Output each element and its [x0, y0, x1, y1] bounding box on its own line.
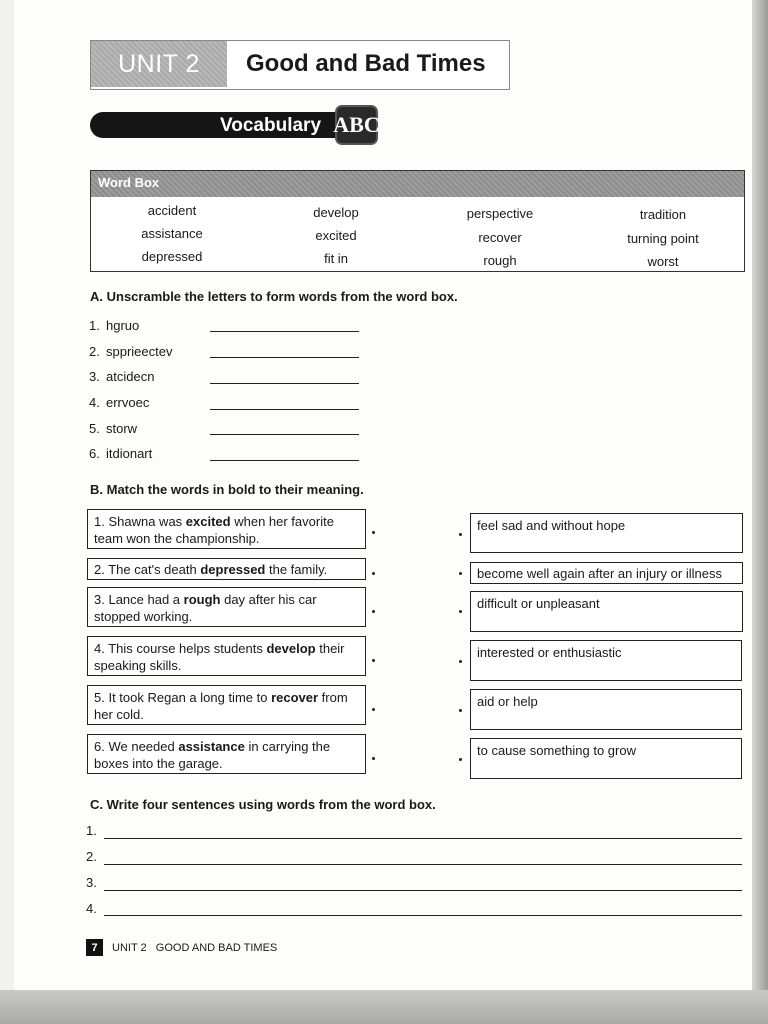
word-box-word: fit in [324, 251, 348, 266]
unit-title: Good and Bad Times [246, 50, 486, 77]
match-dot-left[interactable] [372, 659, 375, 662]
match-meaning-box: difficult or unpleasant [470, 591, 743, 632]
sentence-num: 2. [86, 849, 97, 864]
unit-label: UNIT 2 [91, 41, 227, 87]
word-box-header [91, 171, 744, 197]
match-dot-left[interactable] [372, 610, 375, 613]
vocabulary-label: Vocabulary [220, 115, 322, 136]
word-box-word: depressed [141, 249, 203, 264]
sentence-num: 4. [86, 901, 97, 916]
word-box-word: develop [313, 205, 359, 220]
match-meaning-box: aid or help [470, 689, 742, 730]
match-sentence-box: 5. It took Regan a long time to recover from her cold. [87, 685, 366, 725]
match-dot-right[interactable] [459, 758, 462, 761]
match-dot-right[interactable] [459, 572, 462, 575]
section-b-heading: B. Match the words in bold to their meaning. [90, 482, 364, 497]
page-number: 7 [86, 939, 103, 956]
word-box-word: tradition [639, 207, 687, 222]
unscramble-num: 3. [89, 369, 100, 384]
match-dot-left[interactable] [372, 572, 375, 575]
page-edge-shadow [752, 0, 768, 1024]
match-sentence-box: 1. Shawna was excited when her favorite team won the championship. [87, 509, 366, 549]
answer-line[interactable] [210, 383, 359, 384]
footer-unit-label: UNIT 2 GOOD AND BAD TIMES [112, 942, 278, 954]
unscramble-num: 1. [89, 318, 100, 333]
match-sentence-box: 3. Lance had a rough day after his car stopped working. [87, 587, 366, 627]
answer-line[interactable] [210, 434, 359, 435]
word-box-word: perspective [466, 206, 534, 221]
match-dot-right[interactable] [459, 660, 462, 663]
match-meaning-box: to cause something to grow [470, 738, 742, 779]
page-bottom-shadow [0, 990, 768, 1024]
unscramble-letters: errvoec [106, 395, 150, 410]
match-sentence-box: 2. The cat's death depressed the family. [87, 558, 366, 580]
sentence-line[interactable] [104, 864, 742, 865]
match-meaning-box: become well again after an injury or illness [470, 562, 743, 584]
match-dot-left[interactable] [372, 757, 375, 760]
word-box-word: recover [478, 230, 522, 245]
unscramble-num: 5. [89, 421, 100, 436]
sentence-num: 3. [86, 875, 97, 890]
match-sentence-box: 4. This course helps students develop their speaking skills. [87, 636, 366, 676]
sentence-line[interactable] [104, 838, 742, 839]
answer-line[interactable] [210, 357, 359, 358]
unscramble-letters: spprieectev [106, 344, 173, 359]
word-box-word: assistance [141, 226, 203, 241]
match-meaning-box: feel sad and without hope [470, 513, 743, 553]
answer-line[interactable] [210, 331, 359, 332]
sentence-line[interactable] [104, 915, 742, 916]
unscramble-letters: storw [106, 421, 138, 436]
word-box-word: worst [647, 254, 679, 269]
match-dot-right[interactable] [459, 533, 462, 536]
unscramble-num: 6. [89, 446, 100, 461]
sentence-line[interactable] [104, 890, 742, 891]
answer-line[interactable] [210, 409, 359, 410]
word-box-word: rough [483, 253, 517, 268]
sentence-num: 1. [86, 823, 97, 838]
word-box-title: Word Box [98, 175, 160, 190]
unscramble-letters: itdionart [106, 446, 153, 461]
abc-badge-icon: ABC [335, 105, 378, 145]
word-box-word: accident [147, 203, 197, 218]
word-box-word: excited [315, 228, 357, 243]
match-dot-left[interactable] [372, 708, 375, 711]
section-a-heading: A. Unscramble the letters to form words from the word box. [90, 289, 458, 304]
match-dot-right[interactable] [459, 709, 462, 712]
section-c-heading: C. Write four sentences using words from the word box. [90, 797, 436, 812]
unscramble-letters: atcidecn [106, 369, 155, 384]
match-dot-left[interactable] [372, 531, 375, 534]
word-box-word: turning point [627, 231, 699, 246]
unscramble-num: 2. [89, 344, 100, 359]
match-sentence-box: 6. We needed assistance in carrying the boxes into the garage. [87, 734, 366, 774]
unscramble-letters: hgruo [106, 318, 140, 333]
unscramble-num: 4. [89, 395, 100, 410]
match-meaning-box: interested or enthusiastic [470, 640, 742, 681]
match-dot-right[interactable] [459, 610, 462, 613]
answer-line[interactable] [210, 460, 359, 461]
